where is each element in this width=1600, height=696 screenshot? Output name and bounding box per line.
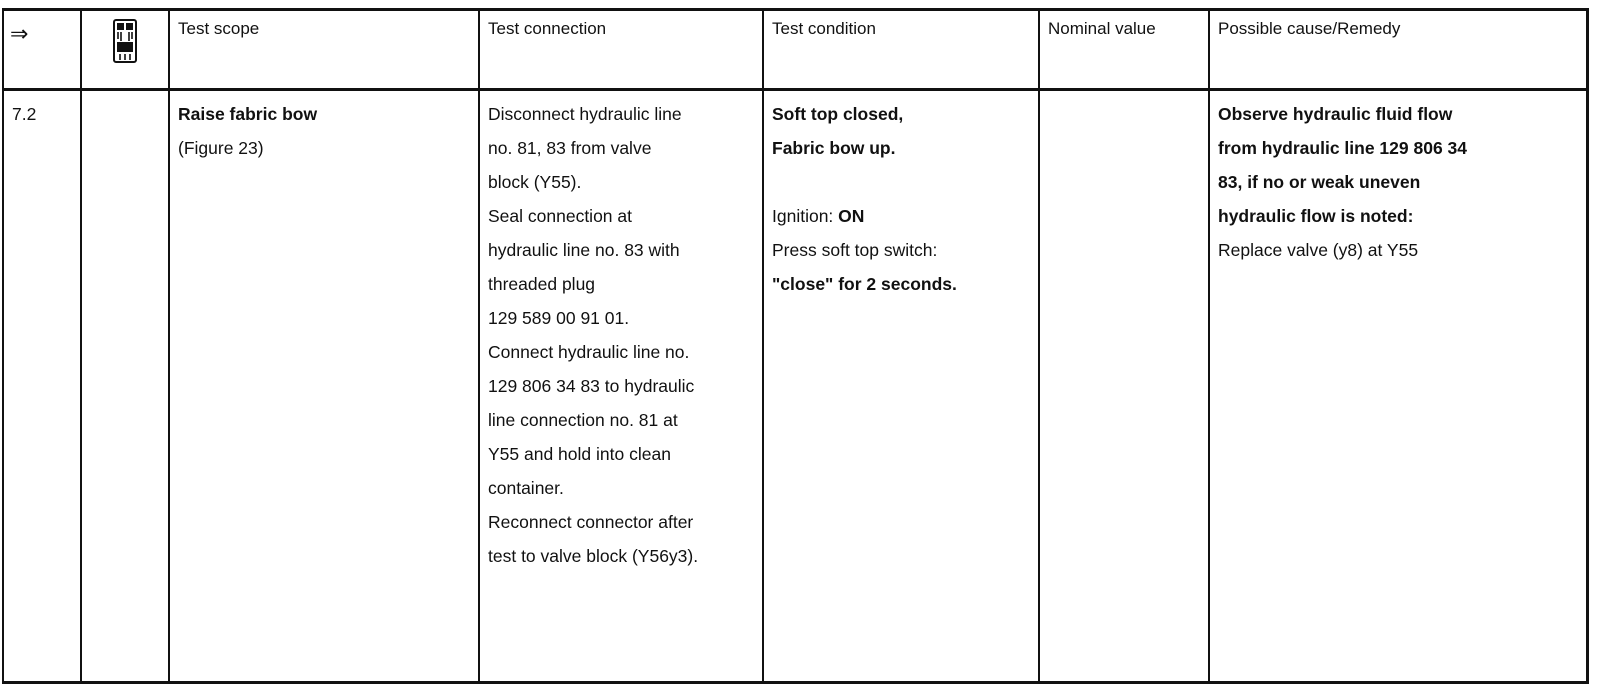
scope-title: Raise fabric bow bbox=[178, 104, 318, 124]
table-row bbox=[3, 90, 1587, 683]
arrow-right-icon: ⇒ bbox=[10, 21, 29, 46]
connection-line: container. bbox=[488, 478, 564, 498]
connection-line: Reconnect connector after bbox=[488, 512, 694, 532]
connection-line: Connect hydraulic line no. bbox=[488, 342, 690, 362]
header-test-scope: Test scope bbox=[169, 10, 479, 90]
nominal-value-cell bbox=[1039, 90, 1209, 683]
cause-line: from hydraulic line 129 806 34 bbox=[1218, 138, 1468, 158]
ignition-value: ON bbox=[838, 206, 865, 226]
icon-column-cell bbox=[81, 90, 169, 683]
connection-line: Seal connection at bbox=[488, 206, 632, 226]
condition-close-duration: "close" for 2 seconds. bbox=[772, 274, 957, 294]
test-scope-cell bbox=[169, 90, 479, 683]
header-arrow bbox=[3, 10, 81, 90]
header-nominal-value: Nominal value bbox=[1039, 10, 1209, 90]
connection-line: Disconnect hydraulic line bbox=[488, 104, 682, 124]
condition-ignition bbox=[772, 199, 1030, 233]
remedy-line: Replace valve (y8) at Y55 bbox=[1218, 240, 1419, 260]
cause-line: hydraulic flow is noted: bbox=[1218, 206, 1414, 226]
header-possible-cause: Possible cause/Remedy bbox=[1209, 10, 1587, 90]
connection-line: block (Y55). bbox=[488, 172, 582, 192]
connection-line: threaded plug bbox=[488, 274, 596, 294]
test-connection-cell bbox=[479, 90, 763, 683]
connection-line: 129 806 34 83 to hydraulic bbox=[488, 376, 695, 396]
tester-connector-icon bbox=[112, 19, 138, 63]
condition-soft-top: Soft top closed, bbox=[772, 104, 904, 124]
table-header-row bbox=[3, 10, 1587, 90]
connection-line: test to valve block (Y56y3). bbox=[488, 546, 699, 566]
ignition-label: Ignition: bbox=[772, 206, 834, 226]
cause-line: 83, if no or weak uneven bbox=[1218, 172, 1421, 192]
condition-fabric-bow: Fabric bow up. bbox=[772, 138, 896, 158]
condition-press-switch: Press soft top switch: bbox=[772, 240, 938, 260]
connection-line: 129 589 00 91 01. bbox=[488, 308, 630, 328]
header-test-condition: Test condition bbox=[763, 10, 1039, 90]
test-table bbox=[2, 8, 1589, 684]
step-number: 7.2 bbox=[3, 90, 81, 683]
connection-line: Y55 and hold into clean bbox=[488, 444, 671, 464]
possible-cause-cell bbox=[1209, 90, 1587, 683]
test-condition-cell bbox=[763, 90, 1039, 683]
header-test-connection: Test connection bbox=[479, 10, 763, 90]
header-icon-cell bbox=[81, 10, 169, 90]
condition-spacer bbox=[772, 165, 1030, 199]
cause-line: Observe hydraulic fluid flow bbox=[1218, 104, 1453, 124]
connection-line: no. 81, 83 from valve bbox=[488, 138, 652, 158]
connection-line: hydraulic line no. 83 with bbox=[488, 240, 680, 260]
scope-figure-ref: (Figure 23) bbox=[178, 138, 264, 158]
connection-line: line connection no. 81 at bbox=[488, 410, 678, 430]
